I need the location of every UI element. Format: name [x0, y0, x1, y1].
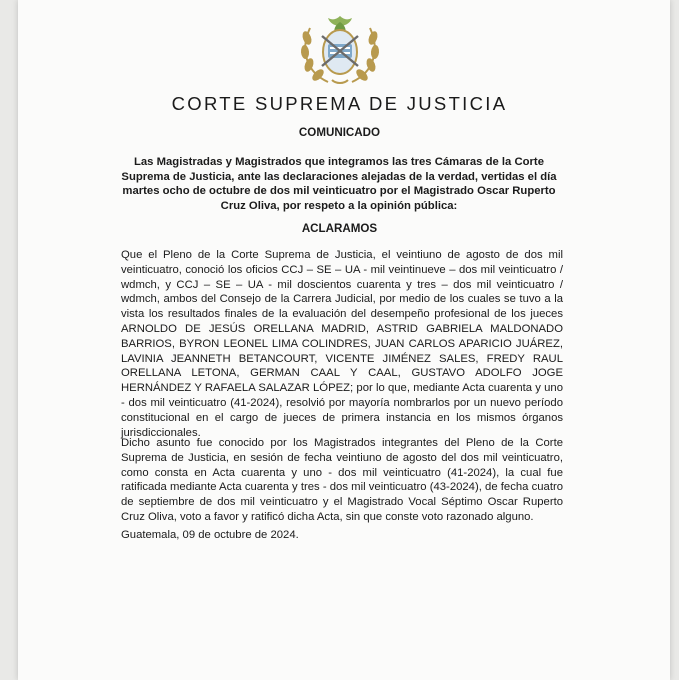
intro-paragraph: Las Magistradas y Magistrados que integramos las tres Cámaras de la Corte Suprema de Justicia, ante las declaraciones alejadas de la verdad, vertidas el día martes ocho de octubre de dos mil veinticuatro por el Magistrado Oscar Ruperto Cruz Oliva, por respeto a la opinión pública: — [121, 156, 557, 212]
coat-of-arms-of-guatemala-icon — [298, 12, 382, 88]
dateline: Guatemala, 09 de octubre de 2024. — [121, 529, 299, 541]
document-title: COMUNICADO — [298, 126, 381, 139]
body-paragraph: Dicho asunto fue conocido por los Magistrados integrantes del Pleno de la Corte Suprema de Justicia, en sesión de fecha veintiuno de agosto del dos mil veinticuatro, como consta en Acta cuarenta y uno - dos mil veinticuatro (41-2024), la cual fue ratificada mediante Acta cuarenta y tres - dos mil veinticuatro (43-2024), de fecha cuatro de septiembre de dos mil veinticuatro y el Magistrado Vocal Séptimo Oscar Ruperto Cruz Oliva, voto a favor y ratificó dicha Acta, sin que conste voto razonado alguno. — [121, 437, 563, 523]
section-heading: ACLARAMOS — [301, 222, 378, 235]
body-paragraph: Que el Pleno de la Corte Suprema de Justicia, el veintiuno de agosto de dos mil veinticuatro, conoció los oficios CCJ – SE – UA - mil veintinueve – dos mil veinticuatro / wdmch, y CCJ – SE – UA - mil doscientos cuarenta y tres – dos mil veinticuatro / wdmch, ambos del Consejo de la Carrera Judicial, por medio de los cuales se tuvo a la vista los resultados finales de la evaluación del desempeño profesional de los jueces ARNOLDO DE JESÚS ORELLANA MADRID, ASTRID GABRIELA MALDONADO BARRIOS, BYRON LEONEL LIMA COLINDRES, JUAN CARLOS APARICIO JUÁREZ, LAVINIA JEANNETH BETANCOURT, VICENTE JIMÉNEZ SALES, FREDY RAUL ORELLANA LETONA, GERMAN CAAL Y CAAL, GUSTAVO ADOLFO JOGE HERNÁNDEZ Y RAFAELA SALAZAR LÓPEZ; por lo que, mediante Acta cuarenta y uno - dos mil veinticuatro (41-2024), resolvió por mayoría nombrarlos por un nuevo período constitucional en el cargo de jueces de primera instancia en los mismos órganos jurisdiccionales. — [121, 249, 563, 439]
institution-name: CORTE SUPREMA DE JUSTICIA — [171, 93, 508, 114]
